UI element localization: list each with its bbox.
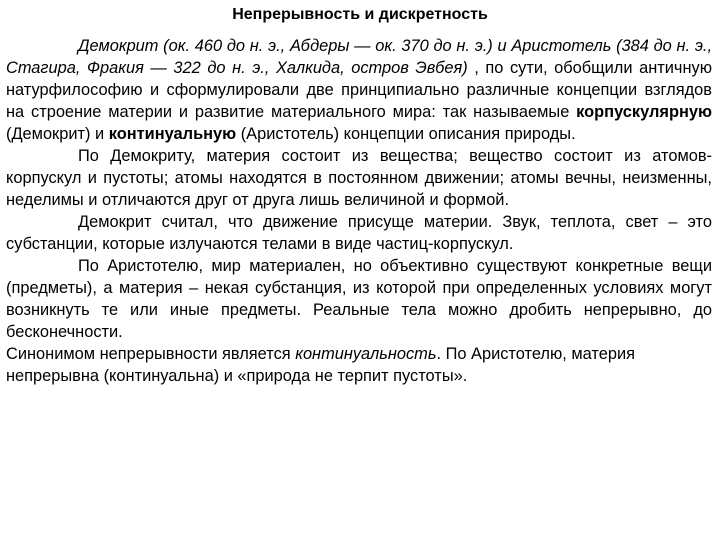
slide-title: Непрерывность и дискретность	[232, 6, 488, 23]
body-text	[6, 35, 712, 387]
paragraph-aristotle-world: По Аристотелю, мир материален, но объективно существуют конкретные вещи (предметы), а материя – некая субстанция, из которой при определенных условиях могут возникнуть те или иные предметы. Реальные тела можно дробить непрерывно, до бесконечности.	[6, 257, 712, 341]
paragraph1-text-b: (Демокрит) и	[6, 125, 109, 143]
italic-intro: Демокрит (ок. 460 до н. э., Абдеры — ок. 370 до н. э.) и Аристотель (384 до н. э., Стагира, Фракия — 322 до н. э., Халкида, остров Эвбея)	[6, 37, 712, 77]
paragraph1-text-a: , по сути, обобщили античную натурфилософию и сформулировали две принципиально различные концепции взглядов на строение материи и развитие материального мира: так называемые	[6, 59, 713, 121]
term-continuality: континуальность	[295, 345, 437, 363]
term-corpuscular: корпускулярную	[576, 103, 712, 121]
paragraph5-text-a: Синонимом непрерывности является	[6, 345, 296, 363]
paragraph-democritus-motion: Демокрит считал, что движение присуще материи. Звук, теплота, свет – это субстанции, которые излучаются телами в виде частиц-корпускул.	[6, 213, 712, 253]
paragraph5-text-b: . По Аристотелю, материя непрерывна (континуальна) и «природа не терпит пустоты».	[6, 345, 635, 385]
term-continual: континуальную	[108, 125, 237, 143]
paragraph-democritus-matter: По Демокриту, материя состоит из вещества; вещество состоит из атомов-корпускул и пустоты; атомы находятся в постоянном движении; атомы вечны, неизменны, неделимы и отличаются друг от друга лишь величиной и формой.	[6, 147, 712, 209]
paragraph-synonym	[6, 343, 712, 387]
paragraph-democritus-aristotle	[6, 35, 712, 145]
paragraph1-text-c: (Аристотель) концепции описания природы.	[236, 125, 576, 143]
